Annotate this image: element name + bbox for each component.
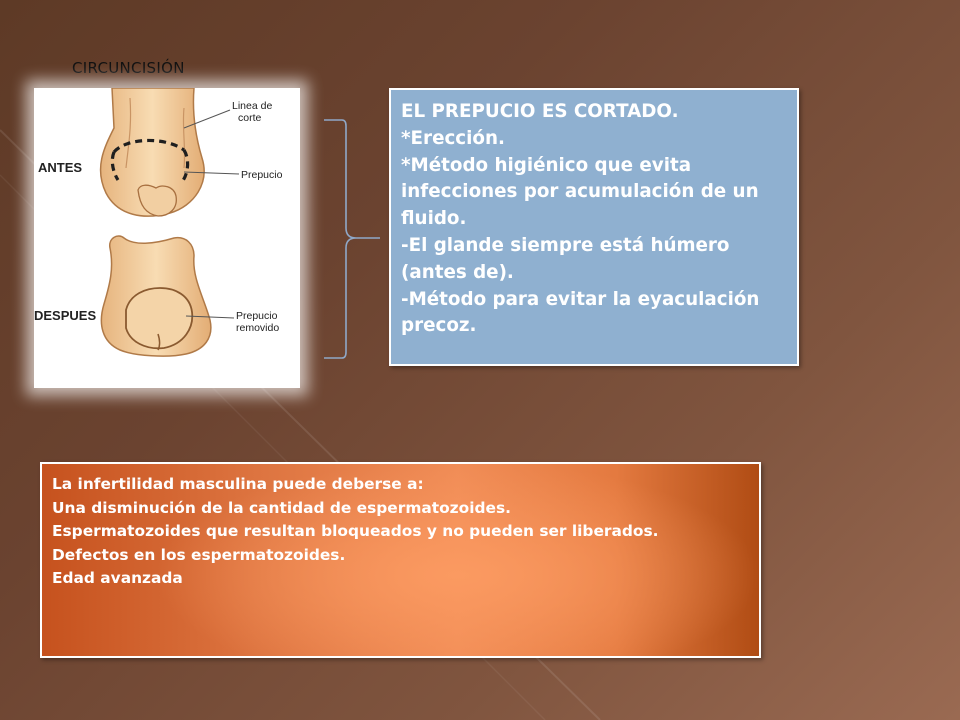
brace-connector: [322, 118, 382, 362]
circumcision-illustration: [34, 88, 300, 388]
removed-foreskin-label-1: Prepucio: [236, 310, 278, 322]
info-line-5: -Método para evitar la eyaculación precoz.: [401, 288, 760, 337]
circumcision-figure: [34, 88, 300, 388]
infertility-line-3: Espermatozoides que resultan bloqueados y no pueden ser liberados.: [52, 522, 659, 541]
slide-title: CIRCUNCISIÓN: [72, 59, 185, 77]
before-drawing: [101, 88, 239, 216]
cut-line-label-1: Linea de: [232, 100, 273, 112]
infertility-line-5: Edad avanzada: [52, 569, 183, 588]
foreskin-label: Prepucio: [241, 169, 283, 181]
infertility-info-box: [40, 462, 761, 658]
info-line-2: *Erección.: [401, 127, 505, 149]
info-line-3: *Método higiénico que evita infecciones por acumulación de un fluido.: [401, 154, 759, 230]
info-line-4: -El glande siempre está húmero (antes de).: [401, 234, 730, 283]
before-label: ANTES: [38, 160, 83, 175]
after-drawing: [101, 236, 234, 356]
infertility-line-1: La infertilidad masculina puede deberse a:: [52, 475, 424, 493]
cut-line-label-2: corte: [238, 112, 262, 124]
circumcision-info-box: [389, 88, 799, 366]
removed-foreskin-label-2: removido: [236, 322, 280, 334]
infertility-line-2: Una disminución de la cantidad de espermatozoides.: [52, 498, 511, 517]
after-label: DESPUES: [34, 308, 97, 323]
infertility-line-4: Defectos en los espermatozoides.: [52, 545, 346, 564]
info-line-1: EL PREPUCIO ES CORTADO.: [401, 101, 679, 122]
